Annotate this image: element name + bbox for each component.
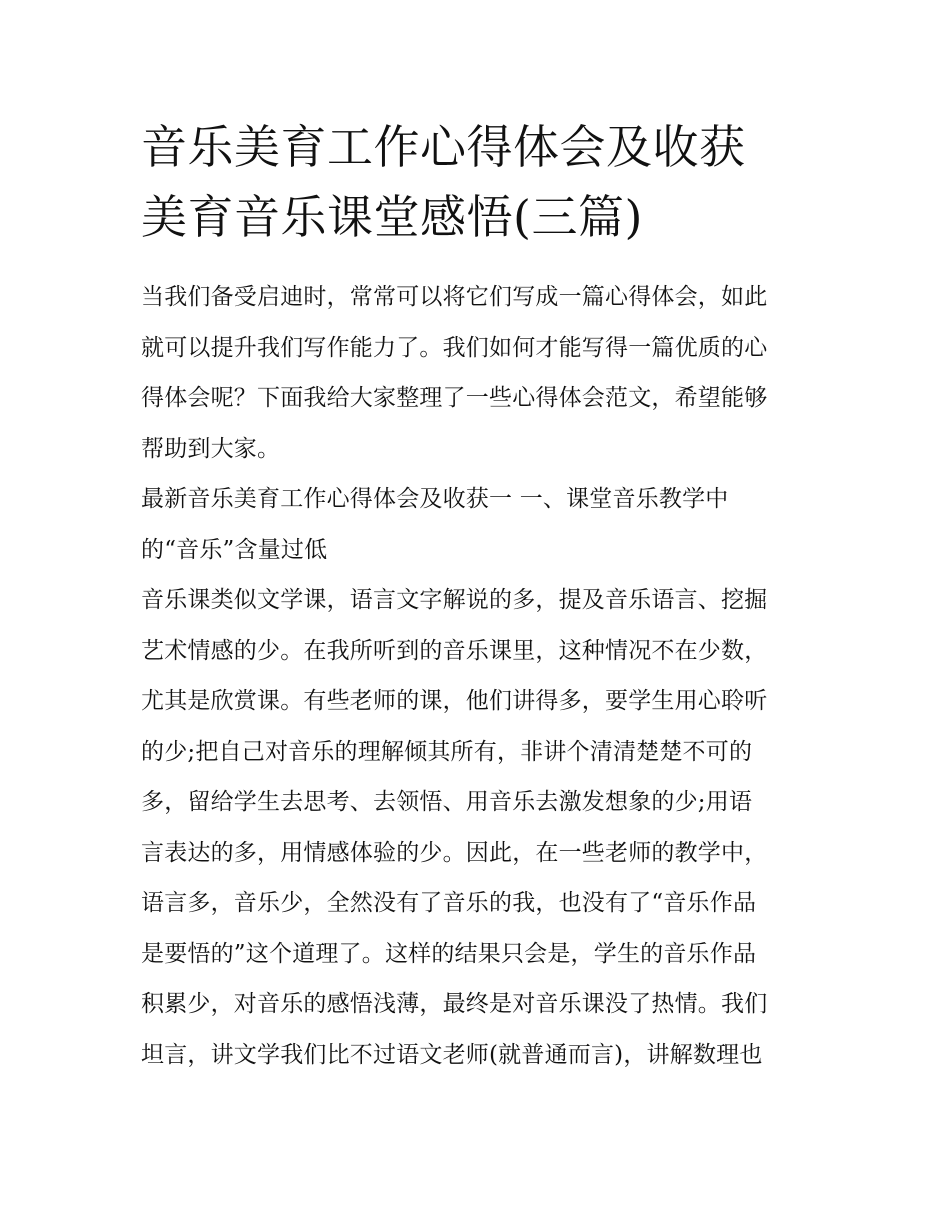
section-heading xyxy=(141,474,813,575)
text-line: 得体会呢？下面我给大家整理了一些心得体会范文，希望能够 xyxy=(141,385,768,411)
text-line: 多，留给学生去思考、去领悟、用音乐去激发想象的少;用语 xyxy=(141,789,753,815)
text-line: 是要悟的”这个道理了。这样的结果只会是，学生的音乐作品 xyxy=(141,940,757,967)
text-line: 积累少，对音乐的感悟浅薄，最终是对音乐课没了热情。我们 xyxy=(141,991,768,1017)
document-page xyxy=(141,112,813,1080)
text-line: 尤其是欣赏课。有些老师的课，他们讲得多，要学生用心聆听 xyxy=(141,688,768,714)
title-line: 音乐美育工作心得体会及收获 xyxy=(141,120,746,174)
text-line: 最新音乐美育工作心得体会及收获一 一、课堂音乐教学中 xyxy=(141,486,729,512)
text-line: 帮助到大家。 xyxy=(141,435,281,462)
intro-paragraph xyxy=(141,272,813,474)
text-line: 的少;把自己对音乐的理解倾其所有，非讲个清清楚楚不可的 xyxy=(141,738,753,765)
text-line: 艺术情感的少。在我所听到的音乐课里，这种情况不在少数， xyxy=(141,637,768,664)
text-line: 坦言，讲文学我们比不过语文老师(就普通而言)，讲解数理也 xyxy=(141,1041,763,1068)
document-title xyxy=(141,112,813,252)
text-line: 音乐课类似文学课，语言文字解说的多，提及音乐语言、挖掘 xyxy=(141,587,768,613)
body-paragraph xyxy=(141,575,813,1080)
document-body xyxy=(141,272,813,1080)
title-line: 美育音乐课堂感悟(三篇) xyxy=(141,190,643,244)
text-line: 语言多，音乐少，全然没有了音乐的我，也没有了“音乐作品 xyxy=(141,890,757,916)
text-line: 当我们备受启迪时，常常可以将它们写成一篇心得体会，如此 xyxy=(141,284,768,310)
text-line: 就可以提升我们写作能力了。我们如何才能写得一篇优质的心 xyxy=(141,334,768,361)
text-line: 的“音乐”含量过低 xyxy=(141,536,328,563)
text-line: 言表达的多，用情感体验的少。因此，在一些老师的教学中， xyxy=(141,839,768,866)
